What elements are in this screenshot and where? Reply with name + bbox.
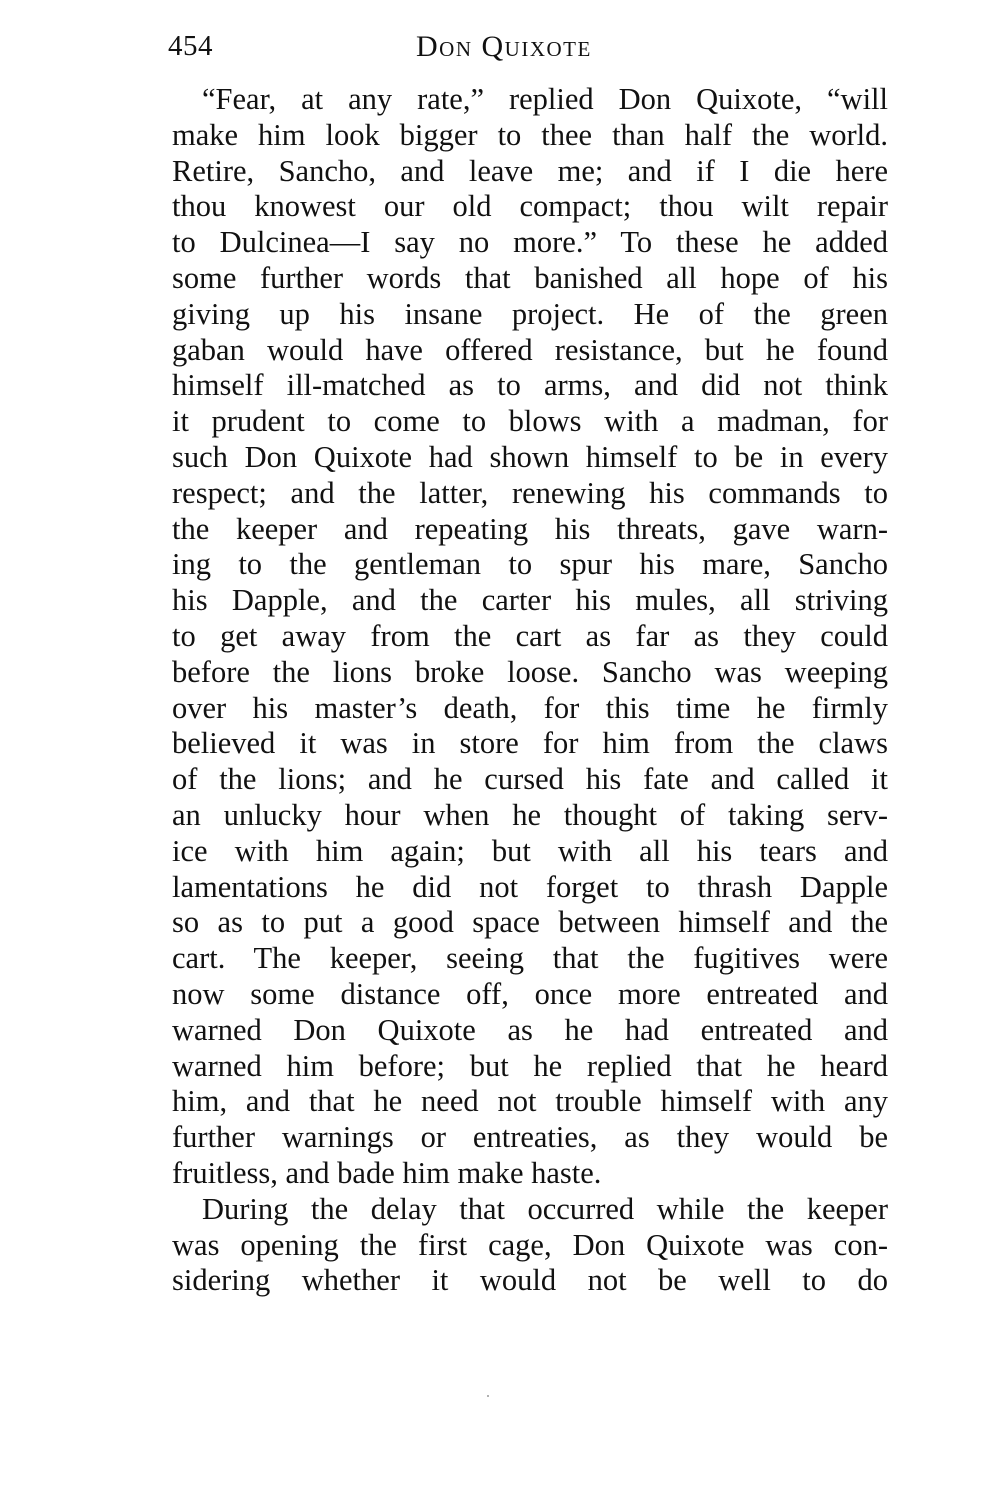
text-line: During the delay that occurred while the keeper — [202, 1191, 888, 1226]
paragraph-1 — [172, 82, 888, 1192]
text-line: ing to the gentleman to spur his mare, Sancho — [172, 547, 888, 582]
text-line: himself ill-matched as to arms, and did not think — [172, 368, 888, 403]
text-line: Retire, Sancho, and leave me; and if I die here — [172, 153, 888, 188]
text-line: respect; and the latter, renewing his commands to — [172, 475, 888, 510]
text-line: of the lions; and he cursed his fate and called it — [172, 762, 888, 797]
text-line: sidering whether it would not be well to do — [172, 1263, 888, 1298]
text-line: his Dapple, and the carter his mules, all striving — [172, 583, 888, 618]
page-number: 454 — [168, 30, 213, 62]
paper-speck — [487, 1395, 489, 1397]
text-line: believed it was in store for him from the claws — [172, 726, 888, 761]
text-line: “Fear, at any rate,” replied Don Quixote, “will — [202, 82, 888, 116]
text-line: it prudent to come to blows with a madman, for — [172, 404, 888, 439]
text-line: such Don Quixote had shown himself to be in every — [172, 439, 888, 474]
text-line: warned Don Quixote as he had entreated and — [172, 1012, 888, 1047]
text-line: further warnings or entreaties, as they would be — [172, 1120, 888, 1155]
text-line: over his master’s death, for this time he firmly — [172, 690, 888, 725]
text-line: the keeper and repeating his threats, gave warn- — [172, 511, 888, 546]
text-line: ice with him again; but with all his tears and — [172, 833, 888, 868]
text-line: so as to put a good space between himself and the — [172, 905, 888, 940]
text-line: thou knowest our old compact; thou wilt repair — [172, 189, 888, 224]
text-line: fruitless, and bade him make haste. — [172, 1155, 602, 1190]
text-line: him, and that he need not trouble himself with any — [172, 1084, 888, 1119]
page-header — [168, 30, 888, 74]
text-line: now some distance off, once more entreated and — [172, 976, 888, 1011]
paragraph-2 — [172, 1192, 888, 1299]
text-line: giving up his insane project. He of the green — [172, 296, 888, 331]
text-line: some further words that banished all hope of his — [172, 260, 888, 295]
text-line: an unlucky hour when he thought of taking serv- — [172, 797, 888, 832]
text-line: cart. The keeper, seeing that the fugitives were — [172, 941, 888, 976]
text-line: to Dulcinea—I say no more.” To these he added — [172, 225, 888, 260]
text-line: to get away from the cart as far as they could — [172, 618, 888, 653]
text-line: make him look bigger to thee than half the world. — [172, 117, 888, 152]
text-line: lamentations he did not forget to thrash Dapple — [172, 869, 888, 904]
text-line: before the lions broke loose. Sancho was weeping — [172, 654, 888, 689]
text-line: was opening the first cage, Don Quixote was con- — [172, 1227, 888, 1262]
running-title: Don Quixote — [416, 30, 592, 63]
text-line: warned him before; but he replied that he heard — [172, 1048, 888, 1083]
body-text — [172, 82, 888, 1299]
text-line: gaban would have offered resistance, but he found — [172, 332, 888, 367]
